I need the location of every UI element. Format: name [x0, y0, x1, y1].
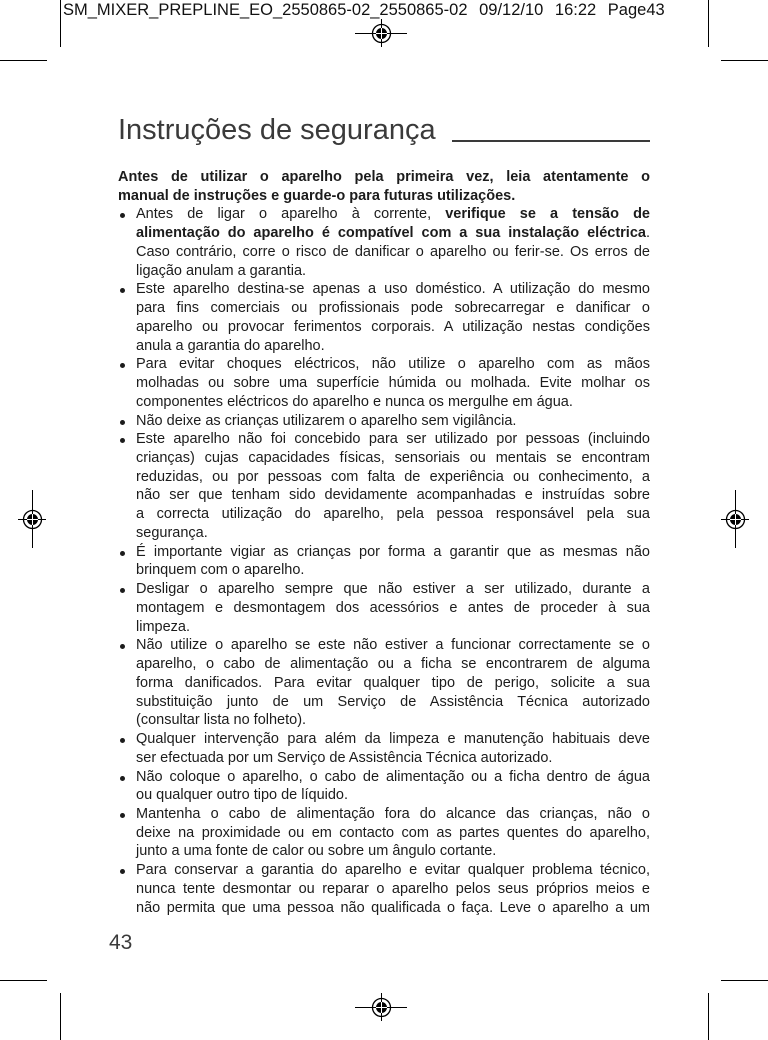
bullet-item	[118, 861, 650, 917]
safety-instructions	[118, 168, 650, 917]
text-line: nunca tente desmontar ou reparar o aparelho pelos seus próprios meios e	[136, 880, 650, 897]
text-line: (consultar lista no folheto).	[136, 712, 307, 729]
text-line: a correcta utilização do aparelho, pela pessoa responsável pela sua	[136, 506, 650, 523]
bullet-icon	[120, 588, 125, 593]
text-line: montagem e desmontagem dos acessórios e antes de proceder à sua	[136, 599, 650, 616]
text-segment: Antes de ligar o aparelho à corrente,	[136, 206, 446, 223]
text-line: não permita que uma pessoa não qualificada o faça. Leve o aparelho a um	[136, 899, 650, 916]
text-line: Desligar o aparelho sempre que não estiver a ser utilizado, durante a	[136, 581, 650, 598]
text-line: segurança.	[136, 524, 208, 541]
text-segment: .	[645, 225, 650, 242]
text-line	[136, 224, 650, 243]
crop-mark-bottom-left	[0, 981, 61, 1040]
text-line: forma danificados. Para evitar qualquer tipo de perigo, solicite a sua	[136, 674, 650, 691]
registration-mark-bottom	[355, 993, 407, 1021]
page-number: 43	[109, 931, 133, 954]
text-line: aparelho ou provocar ferimentos corporais. A utilização nestas condições	[136, 318, 650, 335]
bullet-icon	[120, 420, 125, 425]
text-line: Para evitar choques eléctricos, não utilize o aparelho com as mãos	[136, 356, 650, 373]
bullet-item	[118, 355, 650, 411]
text-line: Para conservar a garantia do aparelho e evitar qualquer problema técnico,	[136, 862, 650, 879]
text-line: Não coloque o aparelho, o cabo de alimentação ou a ficha dentro de água	[136, 768, 650, 785]
bullet-item	[118, 636, 650, 730]
crop-mark-top-left	[0, 0, 61, 61]
crop-mark-top-right	[709, 0, 768, 61]
bullet-item	[118, 543, 650, 580]
bullet-icon	[120, 213, 125, 218]
text-line: molhadas ou sobre uma superfície húmida ou molhada. Evite molhar os	[136, 375, 650, 392]
registration-mark-left	[18, 490, 46, 548]
text-line: Este aparelho não foi concebido para ser utilizado por pessoas (incluindo	[136, 431, 650, 448]
text-line: deixe na proximidade ou em contacto com as partes quentes do aparelho,	[136, 824, 650, 841]
text-line: Qualquer intervenção para além da limpeza e manutenção habituais deve	[136, 731, 650, 748]
bullet-item	[118, 280, 650, 355]
bullet-list	[118, 205, 650, 917]
crop-mark-bottom-right	[709, 981, 768, 1040]
text-line	[136, 205, 650, 224]
text-line: Não utilize o aparelho se este não estiver a funcionar correctamente se o	[136, 637, 650, 654]
bold-text: alimentação do aparelho é compatível com a sua instalação eléctrica	[136, 225, 646, 242]
text-line: limpeza.	[136, 618, 190, 635]
text-line: manual de instruções e guarde-o para futuras utilizações.	[118, 187, 516, 204]
bullet-icon	[120, 363, 125, 368]
bullet-icon	[120, 813, 125, 818]
bullet-item	[118, 580, 650, 636]
bold-text: verifique se a tensão de	[445, 206, 650, 223]
text-line: não ser que tenham sido devidamente acompanhadas e instruídas sobre	[136, 487, 650, 504]
title-rule	[452, 140, 650, 142]
bullet-icon	[120, 551, 125, 556]
text-line: componentes eléctricos do aparelho e nunca os mergulhe em água.	[136, 393, 573, 410]
registration-mark-right	[721, 490, 749, 548]
text-line: ou qualquer outro tipo de líquido.	[136, 787, 349, 804]
bullet-item	[118, 768, 650, 805]
text-line: anula a garantia do aparelho.	[136, 337, 325, 354]
bullet-item	[118, 205, 650, 280]
bullet-item	[118, 412, 650, 431]
bullet-icon	[120, 288, 125, 293]
registration-mark-top	[355, 19, 407, 47]
text-line: substituição junto de um Serviço de Assistência Técnica autorizado	[136, 693, 650, 710]
text-line: junto a uma fonte de calor ou sobre um ângulo cortante.	[136, 843, 497, 860]
text-line: brinquem com o aparelho.	[136, 562, 305, 579]
text-line: reduzidas, ou por pessoas com falta de experiência ou conhecimento, a	[136, 468, 650, 485]
text-line: Este aparelho destina-se apenas a uso doméstico. A utilização do mesmo	[136, 281, 650, 298]
print-slug-line: SM_MIXER_PREPLINE_EO_2550865-02_2550865-02 09/12/10 16:22 Page43	[63, 1, 665, 19]
bullet-item	[118, 730, 650, 767]
text-line: Mantenha o cabo de alimentação fora do alcance das crianças, não o	[136, 805, 650, 822]
text-line: aparelho, o cabo de alimentação ou a ficha se encontrarem de alguma	[136, 656, 650, 673]
intro-paragraph	[118, 168, 650, 205]
bullet-icon	[120, 438, 125, 443]
bullet-icon	[120, 644, 125, 649]
text-line: para fins comerciais ou profissionais pode sobrecarregar e danificar o	[136, 300, 650, 317]
text-line: crianças) cujas capacidades físicas, sensoriais ou mentais se encontram	[136, 450, 650, 467]
text-line: É importante vigiar as crianças por forma a garantir que as mesmas não	[136, 543, 650, 560]
bullet-icon	[120, 776, 125, 781]
text-line: Caso contrário, corre o risco de danificar o aparelho ou ferir-se. Os erros de	[136, 243, 650, 260]
text-line: ligação anulam a garantia.	[136, 262, 307, 279]
bullet-item	[118, 430, 650, 542]
text-line: ser efectuada por um Serviço de Assistência Técnica autorizado.	[136, 749, 553, 766]
page-title: Instruções de segurança	[118, 114, 436, 146]
bullet-icon	[120, 869, 125, 874]
bullet-icon	[120, 738, 125, 743]
bullet-item	[118, 805, 650, 861]
text-line: Não deixe as crianças utilizarem o aparelho sem vigilância.	[136, 412, 517, 429]
text-line: Antes de utilizar o aparelho pela primeira vez, leia atentamente o	[118, 169, 650, 185]
